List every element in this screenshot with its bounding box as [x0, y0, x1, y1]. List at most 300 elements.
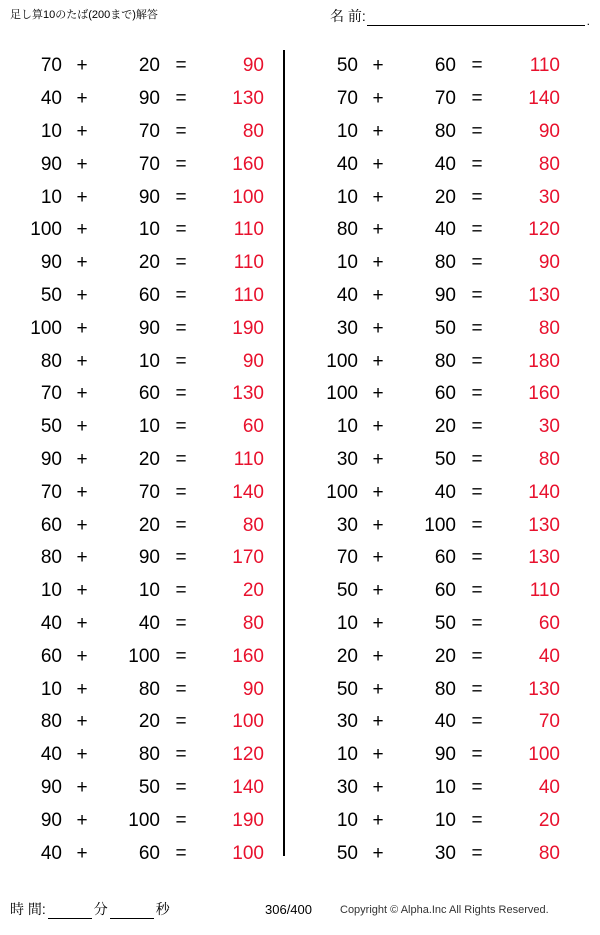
problem-grid — [0, 44, 600, 870]
equals-icon: = — [175, 678, 187, 700]
plus-icon: + — [76, 612, 88, 634]
plus-icon: + — [76, 711, 88, 733]
answer-value[interactable]: 20 — [538, 809, 560, 831]
time-field-group — [10, 899, 170, 919]
answer-value[interactable]: 40 — [538, 645, 560, 667]
equals-icon: = — [471, 383, 483, 405]
plus-icon: + — [372, 120, 384, 142]
operand-b: 90 — [138, 547, 160, 569]
problem-row — [6, 706, 283, 739]
plus-icon: + — [372, 416, 384, 438]
operand-a: 10 — [336, 809, 358, 831]
plus-icon: + — [372, 252, 384, 274]
problem-row — [302, 280, 568, 313]
problem-row — [6, 509, 283, 542]
page-number: 306/400 — [265, 902, 312, 917]
operand-b: 40 — [138, 612, 160, 634]
problem-row — [302, 411, 568, 444]
equals-icon: = — [175, 776, 187, 798]
operand-a: 10 — [336, 612, 358, 634]
equals-icon: = — [471, 219, 483, 241]
operand-a: 60 — [40, 514, 62, 536]
problem-row — [302, 608, 568, 641]
operand-b: 20 — [138, 514, 160, 536]
answer-value[interactable]: 60 — [538, 612, 560, 634]
answer-value[interactable]: 110 — [529, 55, 560, 77]
answer-value[interactable]: 180 — [528, 350, 560, 372]
operand-a: 90 — [40, 153, 62, 175]
plus-icon: + — [76, 252, 88, 274]
operand-b: 90 — [434, 744, 456, 766]
operand-a: 50 — [336, 55, 358, 77]
equals-icon: = — [471, 842, 483, 864]
plus-icon: + — [76, 317, 88, 339]
plus-icon: + — [76, 88, 88, 110]
operand-b: 20 — [434, 645, 456, 667]
plus-icon: + — [372, 448, 384, 470]
equals-icon: = — [471, 481, 483, 503]
problem-row — [6, 83, 283, 116]
problem-row — [6, 312, 283, 345]
problem-row — [6, 50, 283, 83]
answer-value[interactable]: 110 — [233, 219, 264, 241]
page-title: 足し算10のたば(200まで)解答 — [10, 9, 158, 21]
answer-value[interactable]: 40 — [538, 776, 560, 798]
operand-b: 70 — [138, 120, 160, 142]
operand-a: 100 — [326, 383, 358, 405]
problem-row — [302, 116, 568, 149]
problem-row — [6, 542, 283, 575]
operand-a: 50 — [336, 580, 358, 602]
problem-row — [302, 345, 568, 378]
operand-b: 80 — [138, 744, 160, 766]
operand-b: 10 — [434, 776, 456, 798]
plus-icon: + — [372, 711, 384, 733]
plus-icon: + — [372, 55, 384, 77]
problem-row — [302, 148, 568, 181]
plus-icon: + — [372, 284, 384, 306]
answer-value[interactable]: 80 — [538, 448, 560, 470]
plus-icon: + — [76, 776, 88, 798]
operand-b: 30 — [434, 842, 456, 864]
problem-row — [302, 214, 568, 247]
operand-b: 40 — [434, 219, 456, 241]
problem-row — [302, 706, 568, 739]
answer-value[interactable]: 110 — [233, 284, 264, 306]
plus-icon: + — [76, 448, 88, 470]
operand-b: 60 — [138, 284, 160, 306]
operand-a: 10 — [336, 186, 358, 208]
operand-b: 70 — [434, 88, 456, 110]
equals-icon: = — [471, 416, 483, 438]
plus-icon: + — [76, 514, 88, 536]
equals-icon: = — [175, 514, 187, 536]
operand-b: 60 — [434, 55, 456, 77]
operand-a: 40 — [40, 88, 62, 110]
operand-b: 70 — [138, 153, 160, 175]
operand-a: 40 — [336, 284, 358, 306]
problem-row — [302, 575, 568, 608]
equals-icon: = — [175, 383, 187, 405]
answer-value[interactable]: 170 — [232, 547, 264, 569]
answer-value[interactable]: 100 — [528, 744, 560, 766]
operand-b: 50 — [434, 612, 456, 634]
answer-value[interactable]: 20 — [242, 580, 264, 602]
plus-icon: + — [372, 350, 384, 372]
plus-icon: + — [372, 317, 384, 339]
problem-row — [6, 181, 283, 214]
seconds-input[interactable] — [110, 902, 154, 919]
problem-row — [6, 608, 283, 641]
operand-a: 70 — [40, 383, 62, 405]
equals-icon: = — [175, 55, 187, 77]
operand-a: 90 — [40, 448, 62, 470]
operand-b: 90 — [138, 88, 160, 110]
operand-b: 80 — [138, 678, 160, 700]
answer-value[interactable]: 130 — [528, 678, 560, 700]
operand-a: 100 — [326, 350, 358, 372]
answer-value[interactable]: 130 — [528, 284, 560, 306]
answer-value[interactable]: 90 — [538, 120, 560, 142]
operand-a: 50 — [40, 284, 62, 306]
operand-a: 50 — [336, 842, 358, 864]
equals-icon: = — [471, 776, 483, 798]
problem-row — [302, 476, 568, 509]
operand-a: 40 — [40, 842, 62, 864]
equals-icon: = — [175, 153, 187, 175]
answer-value[interactable]: 140 — [528, 481, 560, 503]
operand-b: 80 — [434, 350, 456, 372]
plus-icon: + — [76, 350, 88, 372]
answer-value[interactable]: 130 — [232, 88, 264, 110]
plus-icon: + — [76, 383, 88, 405]
operand-a: 70 — [40, 481, 62, 503]
operand-a: 100 — [326, 481, 358, 503]
operand-a: 90 — [40, 252, 62, 274]
equals-icon: = — [175, 88, 187, 110]
operand-a: 50 — [40, 416, 62, 438]
operand-a: 10 — [40, 678, 62, 700]
problem-row — [6, 148, 283, 181]
operand-b: 50 — [138, 776, 160, 798]
plus-icon: + — [76, 809, 88, 831]
operand-b: 80 — [434, 678, 456, 700]
equals-icon: = — [175, 448, 187, 470]
operand-b: 80 — [434, 120, 456, 142]
problem-row — [302, 378, 568, 411]
plus-icon: + — [372, 842, 384, 864]
equals-icon: = — [471, 252, 483, 274]
operand-b: 20 — [434, 186, 456, 208]
equals-icon: = — [471, 514, 483, 536]
equals-icon: = — [471, 153, 483, 175]
plus-icon: + — [76, 416, 88, 438]
operand-a: 30 — [336, 776, 358, 798]
problem-column-right — [285, 44, 568, 870]
equals-icon: = — [471, 547, 483, 569]
operand-a: 10 — [40, 120, 62, 142]
answer-value[interactable]: 90 — [538, 252, 560, 274]
problem-row — [302, 542, 568, 575]
answer-value[interactable]: 110 — [529, 580, 560, 602]
answer-value[interactable]: 80 — [538, 842, 560, 864]
operand-b: 10 — [434, 809, 456, 831]
operand-b: 100 — [128, 645, 160, 667]
answer-value[interactable]: 100 — [232, 711, 264, 733]
answer-value[interactable]: 80 — [242, 612, 264, 634]
plus-icon: + — [76, 744, 88, 766]
problem-row — [302, 83, 568, 116]
equals-icon: = — [471, 711, 483, 733]
equals-icon: = — [175, 612, 187, 634]
plus-icon: + — [372, 153, 384, 175]
equals-icon: = — [175, 842, 187, 864]
operand-a: 10 — [40, 580, 62, 602]
answer-value[interactable]: 80 — [538, 317, 560, 339]
operand-a: 70 — [336, 88, 358, 110]
equals-icon: = — [175, 120, 187, 142]
plus-icon: + — [372, 744, 384, 766]
answer-value[interactable]: 30 — [538, 186, 560, 208]
operand-a: 20 — [336, 645, 358, 667]
problem-row — [6, 411, 283, 444]
name-input[interactable] — [367, 9, 585, 26]
plus-icon: + — [372, 547, 384, 569]
operand-a: 10 — [336, 120, 358, 142]
equals-icon: = — [175, 317, 187, 339]
problem-row — [302, 673, 568, 706]
equals-icon: = — [175, 186, 187, 208]
operand-a: 80 — [40, 547, 62, 569]
problem-row — [302, 772, 568, 805]
equals-icon: = — [175, 481, 187, 503]
plus-icon: + — [372, 88, 384, 110]
operand-a: 70 — [40, 55, 62, 77]
equals-icon: = — [175, 547, 187, 569]
equals-icon: = — [471, 580, 483, 602]
minutes-input[interactable] — [48, 902, 92, 919]
answer-value[interactable]: 160 — [232, 645, 264, 667]
problem-row — [302, 804, 568, 837]
operand-b: 60 — [138, 383, 160, 405]
plus-icon: + — [372, 580, 384, 602]
equals-icon: = — [471, 55, 483, 77]
plus-icon: + — [76, 678, 88, 700]
operand-b: 60 — [434, 580, 456, 602]
plus-icon: + — [372, 612, 384, 634]
plus-icon: + — [76, 580, 88, 602]
operand-b: 50 — [434, 448, 456, 470]
equals-icon: = — [471, 120, 483, 142]
problem-row — [6, 640, 283, 673]
minutes-unit-label: 分 — [93, 901, 108, 917]
plus-icon: + — [76, 153, 88, 175]
name-label: 名 前: — [330, 8, 366, 24]
equals-icon: = — [175, 284, 187, 306]
answer-value[interactable]: 80 — [538, 153, 560, 175]
operand-b: 50 — [434, 317, 456, 339]
problem-row — [6, 739, 283, 772]
answer-value[interactable]: 110 — [233, 448, 264, 470]
copyright-notice: Copyright © Alpha.Inc All Rights Reserved. — [340, 904, 549, 916]
operand-b: 20 — [138, 448, 160, 470]
equals-icon: = — [471, 678, 483, 700]
answer-value[interactable]: 30 — [538, 416, 560, 438]
answer-value[interactable]: 160 — [528, 383, 560, 405]
answer-value[interactable]: 100 — [232, 186, 264, 208]
operand-b: 90 — [138, 317, 160, 339]
answer-value[interactable]: 130 — [528, 547, 560, 569]
seconds-unit-label: 秒 — [155, 901, 170, 917]
operand-b: 60 — [434, 383, 456, 405]
answer-value[interactable]: 90 — [242, 350, 264, 372]
operand-b: 40 — [434, 153, 456, 175]
problem-row — [6, 575, 283, 608]
operand-a: 10 — [336, 744, 358, 766]
operand-a: 40 — [40, 612, 62, 634]
answer-value[interactable]: 110 — [233, 252, 264, 274]
plus-icon: + — [76, 284, 88, 306]
equals-icon: = — [471, 744, 483, 766]
problem-row — [6, 804, 283, 837]
equals-icon: = — [471, 809, 483, 831]
equals-icon: = — [175, 809, 187, 831]
equals-icon: = — [471, 612, 483, 634]
operand-a: 30 — [336, 317, 358, 339]
problem-row — [6, 345, 283, 378]
plus-icon: + — [76, 219, 88, 241]
problem-row — [6, 214, 283, 247]
equals-icon: = — [471, 350, 483, 372]
plus-icon: + — [76, 120, 88, 142]
operand-b: 90 — [138, 186, 160, 208]
problem-row — [6, 837, 283, 870]
operand-b: 40 — [434, 711, 456, 733]
answer-value[interactable]: 120 — [528, 219, 560, 241]
problem-row — [302, 444, 568, 477]
time-label: 時 間: — [10, 901, 46, 917]
operand-a: 10 — [336, 416, 358, 438]
operand-b: 70 — [138, 481, 160, 503]
operand-a: 80 — [40, 350, 62, 372]
problem-row — [302, 247, 568, 280]
problem-row — [302, 739, 568, 772]
operand-a: 40 — [336, 153, 358, 175]
operand-b: 60 — [434, 547, 456, 569]
problem-row — [6, 116, 283, 149]
operand-a: 80 — [336, 219, 358, 241]
equals-icon: = — [175, 416, 187, 438]
worksheet-footer — [0, 873, 600, 935]
answer-value[interactable]: 90 — [242, 55, 264, 77]
equals-icon: = — [471, 284, 483, 306]
problem-row — [302, 312, 568, 345]
problem-row — [302, 50, 568, 83]
operand-a: 100 — [30, 317, 62, 339]
answer-value[interactable]: 90 — [242, 678, 264, 700]
problem-row — [6, 280, 283, 313]
answer-value[interactable]: 80 — [242, 514, 264, 536]
problem-row — [6, 378, 283, 411]
operand-b: 10 — [138, 416, 160, 438]
answer-value[interactable]: 190 — [232, 809, 264, 831]
problem-row — [6, 476, 283, 509]
plus-icon: + — [372, 678, 384, 700]
problem-column-left — [0, 44, 283, 870]
answer-value[interactable]: 80 — [242, 120, 264, 142]
operand-b: 10 — [138, 580, 160, 602]
answer-value[interactable]: 140 — [528, 88, 560, 110]
equals-icon: = — [471, 448, 483, 470]
operand-a: 30 — [336, 711, 358, 733]
operand-a: 10 — [336, 252, 358, 274]
operand-b: 20 — [138, 711, 160, 733]
answer-value[interactable]: 140 — [232, 481, 264, 503]
plus-icon: + — [372, 186, 384, 208]
answer-value[interactable]: 190 — [232, 317, 264, 339]
operand-b: 10 — [138, 350, 160, 372]
operand-a: 90 — [40, 809, 62, 831]
answer-value[interactable]: 130 — [528, 514, 560, 536]
operand-b: 20 — [434, 416, 456, 438]
equals-icon: = — [471, 186, 483, 208]
answer-value[interactable]: 60 — [242, 416, 264, 438]
operand-a: 60 — [40, 645, 62, 667]
plus-icon: + — [372, 776, 384, 798]
plus-icon: + — [76, 186, 88, 208]
operand-b: 60 — [138, 842, 160, 864]
answer-value[interactable]: 140 — [232, 776, 264, 798]
equals-icon: = — [175, 744, 187, 766]
plus-icon: + — [76, 842, 88, 864]
plus-icon: + — [372, 514, 384, 536]
plus-icon: + — [76, 645, 88, 667]
equals-icon: = — [175, 711, 187, 733]
equals-icon: = — [175, 252, 187, 274]
plus-icon: + — [76, 547, 88, 569]
equals-icon: = — [175, 350, 187, 372]
operand-a: 30 — [336, 514, 358, 536]
equals-icon: = — [471, 317, 483, 339]
operand-a: 70 — [336, 547, 358, 569]
name-field-group — [330, 6, 590, 26]
operand-b: 20 — [138, 55, 160, 77]
plus-icon: + — [372, 219, 384, 241]
problem-row — [6, 247, 283, 280]
operand-a: 30 — [336, 448, 358, 470]
equals-icon: = — [175, 580, 187, 602]
operand-b: 100 — [128, 809, 160, 831]
operand-a: 100 — [30, 219, 62, 241]
problem-row — [6, 673, 283, 706]
answer-value[interactable]: 130 — [232, 383, 264, 405]
answer-value[interactable]: 160 — [232, 153, 264, 175]
problem-row — [6, 772, 283, 805]
operand-b: 20 — [138, 252, 160, 274]
answer-value[interactable]: 120 — [232, 744, 264, 766]
plus-icon: + — [76, 55, 88, 77]
answer-value[interactable]: 70 — [538, 711, 560, 733]
operand-b: 40 — [434, 481, 456, 503]
operand-a: 10 — [40, 186, 62, 208]
operand-b: 80 — [434, 252, 456, 274]
answer-value[interactable]: 100 — [232, 842, 264, 864]
equals-icon: = — [471, 88, 483, 110]
plus-icon: + — [372, 645, 384, 667]
operand-b: 10 — [138, 219, 160, 241]
problem-row — [302, 837, 568, 870]
worksheet-header — [0, 0, 600, 40]
